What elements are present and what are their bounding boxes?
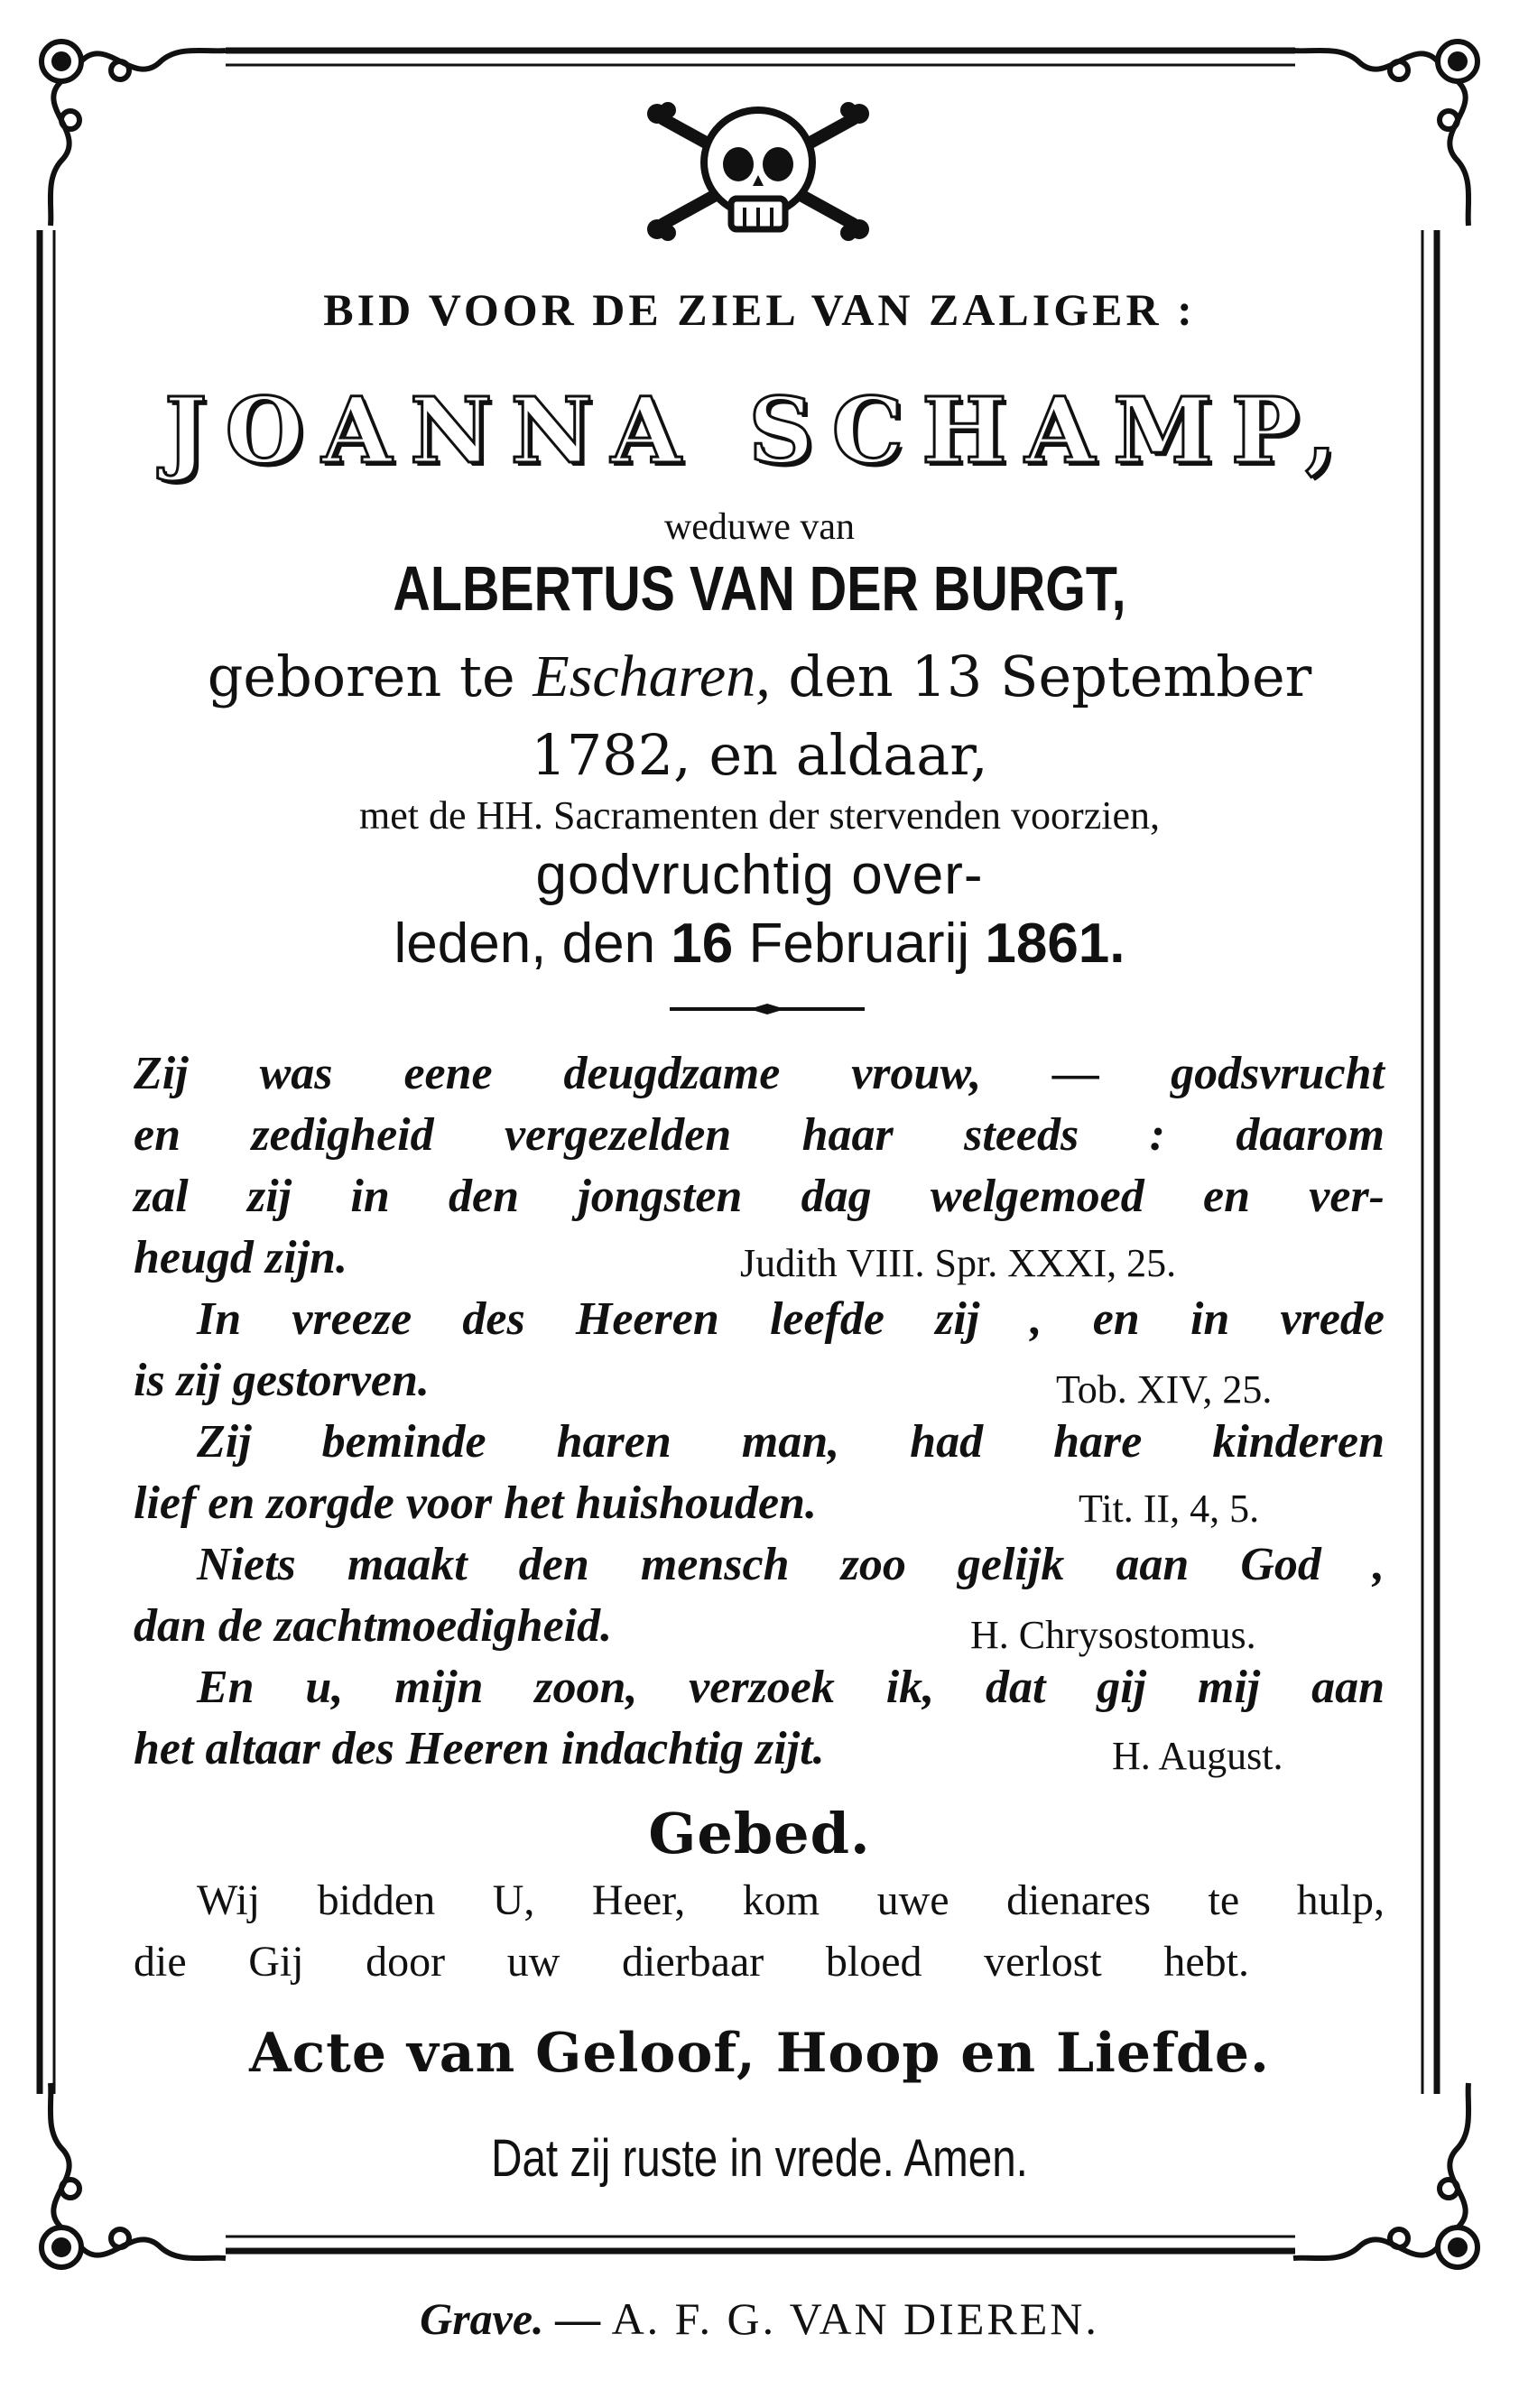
death-line-prefix: leden, den [394,912,672,975]
sacraments-line: met de HH. Sacramenten der stervenden voorzien, [359,793,1160,838]
scroll-flourish-icon [25,25,233,233]
husband-name: ALBERTUS VAN DER BURGT, [393,553,1126,624]
birth-year-line: 1782, en aldaar, [531,722,988,788]
prayer-title: Gebed. [648,1801,871,1866]
closing-line: Dat zij ruste in vrede. Amen. [491,2129,1028,2188]
printer-imprint [0,2292,1519,2345]
verse-line: In vreeze des Heeren leefde zij , en in vrede [197,1293,1385,1345]
scripture-reference: Judith VIII. Spr. XXXI, 25. [740,1241,1177,1285]
acts-line: Acte van Geloof, Hoop en Liefde. [249,2022,1270,2085]
prayer-header: BID VOOR DE ZIEL VAN ZALIGER : [323,284,1196,335]
death-line-2 [0,912,1519,976]
death-line-1: godvruchtig over- [535,844,984,906]
scripture-reference: Tob. XIV, 25. [1056,1367,1273,1412]
verse-line: Zij was eene deugdzame vrouw, — godsvrucht [134,1048,1385,1099]
verse-line: en zedigheid vergezelden haar steeds : daarom [134,1109,1385,1161]
death-year: 1861. [985,912,1125,975]
verse-line: Niets maakt den mensch zoo gelijk aan God , [197,1539,1385,1590]
verse-line: zal zij in den jongsten dag welgemoed en ver- [134,1171,1385,1222]
imprint-printer: A. F. G. VAN DIEREN. [611,2293,1099,2344]
scripture-reference: H. Chrysostomus. [970,1613,1256,1657]
imprint-place: Grave. [420,2293,544,2344]
birth-date: den 13 September [770,644,1312,709]
verse-line: het altaar des Heeren indachtig zijt. [134,1723,825,1774]
verse-line: dan de zachtmoedigheid. [134,1600,613,1652]
death-month: Februarij [733,912,986,975]
birth-place: Escharen, [533,644,771,709]
imprint-separator: — [543,2293,612,2344]
scripture-reference: Tit. II, 4, 5. [1079,1486,1260,1531]
verse-line: En u, mijn zoon, verzoek ik, dat gij mij aan [197,1662,1385,1713]
prayer-line-2: die Gij door uw dierbaar bloed verlost hebt. [134,1938,1249,1986]
skull-and-crossbones-icon [641,99,875,244]
scripture-reference: H. August. [1112,1734,1283,1778]
scroll-flourish-icon [1286,25,1494,233]
verse-line: lief en zorgde voor het huishouden. [134,1477,817,1529]
verse-line: is zij gestorven. [134,1355,430,1406]
birth-line [0,643,1519,711]
deceased-name: JOANNA SCHAMP, [164,377,1355,484]
verse-line: heugd zijn. [134,1232,347,1283]
verse-line: Zij beminde haren man, had hare kinderen [197,1416,1385,1468]
death-day: 16 [671,912,734,975]
birth-line-prefix: geboren te [207,644,533,709]
widow-of-label: weduwe van [663,506,856,548]
rule-divider [668,1000,866,1018]
prayer-line-1: Wij bidden U, Heer, kom uwe dienares te hulp, [197,1876,1385,1924]
